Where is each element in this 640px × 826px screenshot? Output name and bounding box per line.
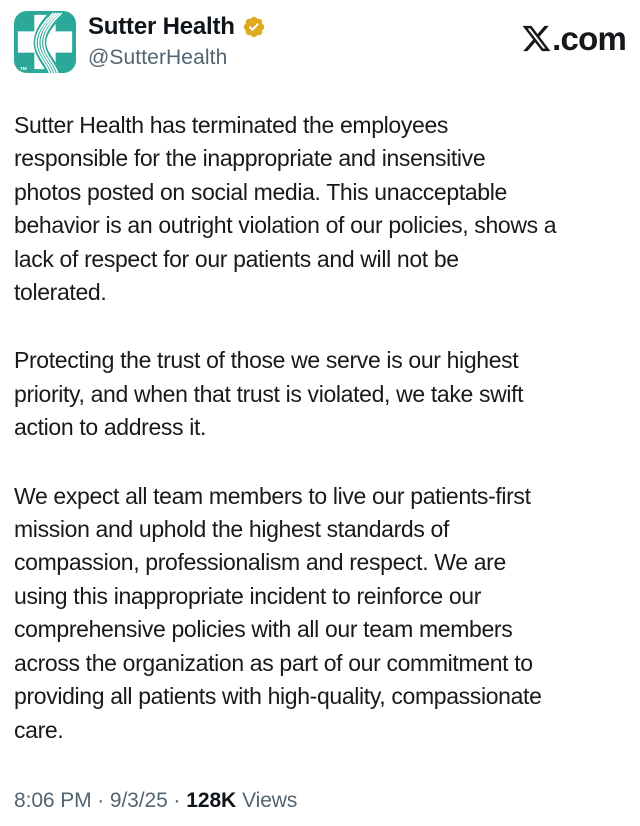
body-line: using this inappropriate incident to reinforce our bbox=[14, 582, 482, 609]
body-line: care. bbox=[14, 716, 64, 743]
body-line: lack of respect for our patients and will not be bbox=[14, 245, 459, 272]
paragraph-2 bbox=[14, 344, 626, 444]
paragraph-3 bbox=[14, 480, 626, 747]
display-name-row bbox=[88, 14, 521, 40]
sutter-health-logo[interactable] bbox=[14, 11, 76, 73]
paragraph-1 bbox=[14, 109, 626, 309]
tweet-header bbox=[14, 10, 626, 73]
user-handle[interactable]: @SutterHealth bbox=[88, 46, 228, 70]
gold-verified-badge-icon bbox=[242, 15, 266, 39]
site-label: .com bbox=[552, 20, 626, 57]
body-line: compassion, professionalism and respect. We are bbox=[14, 549, 506, 576]
body-line: responsible for the inappropriate and insensitive bbox=[14, 145, 486, 172]
body-line: priority, and when that trust is violated, we take swift bbox=[14, 380, 524, 407]
x-logo-icon bbox=[521, 23, 552, 54]
account-identity bbox=[88, 10, 521, 69]
body-line: action to address it. bbox=[14, 414, 207, 441]
body-line: behavior is an outright violation of our policies, shows a bbox=[14, 212, 557, 239]
logo-tm-mark: TM bbox=[19, 67, 27, 73]
views-count: 128K bbox=[186, 788, 237, 812]
tweet-body bbox=[14, 109, 626, 747]
sutter-health-logo-icon bbox=[14, 11, 76, 73]
body-line: photos posted on social media. This unacceptable bbox=[14, 178, 507, 205]
body-line: We expect all team members to live our patients-first bbox=[14, 482, 531, 509]
body-line: providing all patients with high-quality, compassionate bbox=[14, 683, 542, 710]
tweet-footer bbox=[14, 789, 626, 813]
body-line: comprehensive policies with all our team members bbox=[14, 616, 513, 643]
body-line: across the organization as part of our commitment to bbox=[14, 649, 533, 676]
body-line: Sutter Health has terminated the employees bbox=[14, 112, 449, 138]
x-com-wordmark bbox=[521, 10, 626, 55]
body-line: tolerated. bbox=[14, 279, 107, 306]
body-line: mission and uphold the highest standards of bbox=[14, 516, 450, 543]
display-name[interactable]: Sutter Health bbox=[88, 13, 235, 40]
views-label: Views bbox=[242, 788, 298, 812]
body-line: Protecting the trust of those we serve is our highest bbox=[14, 347, 519, 374]
timestamp: 8:06 PM · 9/3/25 · bbox=[14, 788, 181, 812]
